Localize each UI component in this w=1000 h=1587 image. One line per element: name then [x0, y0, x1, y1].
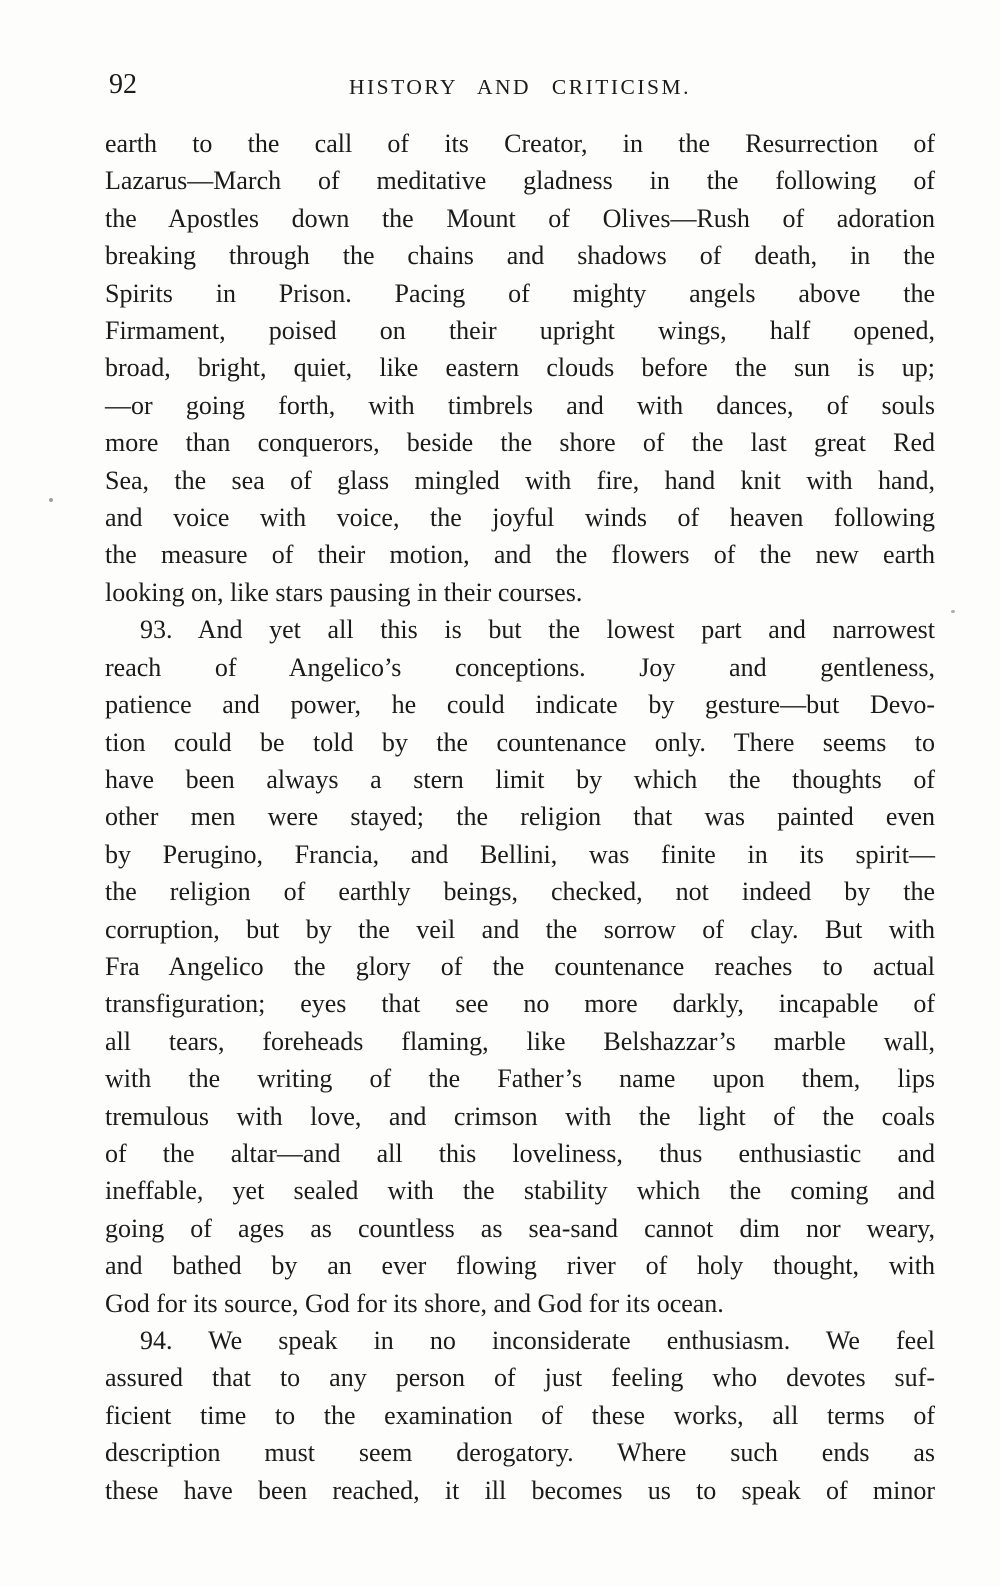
page-header	[105, 70, 935, 104]
text-line: and voice with voice, the joyful winds of heaven following	[105, 503, 935, 533]
text-line: all tears, foreheads flaming, like Belshazzar’s marble wall,	[105, 1026, 935, 1056]
text-line: 94. We speak in no inconsiderate enthusiasm. We feel	[140, 1326, 935, 1355]
text-line: Sea, the sea of glass mingled with fire, hand knit with hand,	[105, 465, 935, 495]
scan-speck	[951, 610, 955, 613]
text-line: 93. And yet all this is but the lowest part and narrowest	[140, 615, 935, 645]
text-line: —or going forth, with timbrels and with dances, of souls	[105, 390, 935, 420]
text-line: ineffable, yet sealed with the stability which the coming and	[105, 1176, 935, 1206]
text-line: with the writing of the Father’s name upon them, lips	[105, 1064, 935, 1094]
text-line: of the altar—and all this loveliness, thus enthusiastic and	[105, 1138, 935, 1168]
text-line: tremulous with love, and crimson with the light of the coals	[105, 1101, 935, 1131]
text-line: corruption, but by the veil and the sorrow of clay. But with	[105, 914, 935, 944]
text-line: the religion of earthly beings, checked, not indeed by the	[105, 877, 935, 907]
text-line: these have been reached, it ill becomes us to speak of minor	[105, 1475, 935, 1505]
text-line: breaking through the chains and shadows of death, in the	[105, 241, 935, 271]
text-line: God for its source, God for its shore, and God for its ocean.	[105, 1288, 724, 1318]
text-line: Lazarus—March of meditative gladness in the following of	[105, 166, 935, 196]
text-line: broad, bright, quiet, like eastern clouds before the sun is up;	[105, 353, 935, 383]
text-line: and bathed by an ever flowing river of holy thought, with	[105, 1251, 935, 1281]
text-line: assured that to any person of just feeling who devotes suf-	[105, 1363, 935, 1393]
text-line: ficient time to the examination of these works, all terms of	[105, 1400, 935, 1430]
text-line: patience and power, he could indicate by gesture—but Devo-	[105, 690, 935, 720]
text-line: have been always a stern limit by which the thoughts of	[105, 764, 935, 794]
text-line: description must seem derogatory. Where such ends as	[105, 1438, 935, 1468]
paragraph	[105, 125, 935, 611]
text-line: by Perugino, Francia, and Bellini, was finite in its spirit—	[105, 839, 935, 869]
text-line: transfiguration; eyes that see no more darkly, incapable of	[105, 989, 935, 1019]
paragraph	[105, 611, 935, 1322]
text-block	[105, 125, 935, 1509]
text-line: other men were stayed; the religion that was painted even	[105, 802, 935, 832]
text-line: more than conquerors, beside the shore of the last great Red	[105, 428, 935, 458]
text-line: the measure of their motion, and the flowers of the new earth	[105, 540, 935, 570]
text-line: the Apostles down the Mount of Olives—Rush of adoration	[105, 203, 935, 233]
running-title: HISTORY AND CRITICISM.	[348, 75, 692, 99]
page-number: 92	[109, 69, 137, 100]
text-line: going of ages as countless as sea-sand cannot dim nor weary,	[105, 1213, 935, 1243]
paragraph	[105, 1322, 935, 1509]
text-line: earth to the call of its Creator, in the Resurrection of	[105, 129, 935, 158]
text-line: Firmament, poised on their upright wings, half opened,	[105, 316, 935, 346]
text-line: Fra Angelico the glory of the countenance reaches to actual	[105, 951, 935, 981]
text-line: reach of Angelico’s conceptions. Joy and gentleness,	[105, 652, 935, 682]
scan-speck	[49, 498, 53, 502]
text-line: looking on, like stars pausing in their courses.	[105, 577, 583, 607]
text-line: Spirits in Prison. Pacing of mighty angels above the	[105, 278, 935, 308]
text-line: tion could be told by the countenance only. There seems to	[105, 727, 935, 757]
